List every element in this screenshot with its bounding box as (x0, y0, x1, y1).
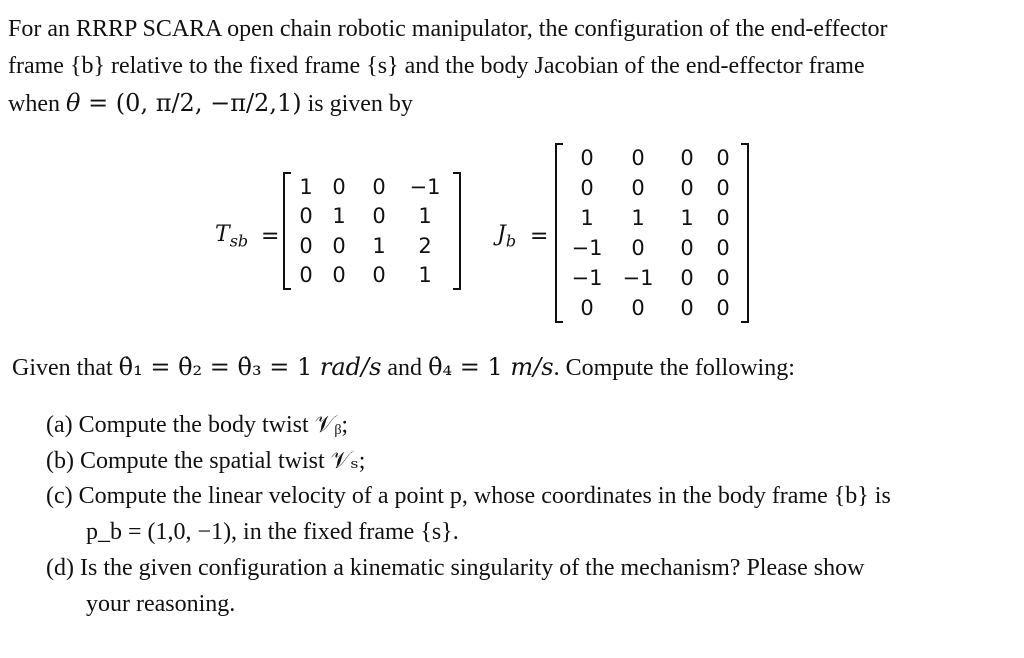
jb-cell: 0 (680, 266, 694, 290)
jb-cell: 0 (716, 296, 730, 320)
tsb-row (293, 261, 451, 291)
tsb-cell: 1 (418, 204, 432, 229)
tsb-cell: 1 (332, 204, 346, 229)
intro-line-1: For an RRRP SCARA open chain robotic manipulator, the configuration of the end-effector (8, 16, 888, 42)
jb-row (565, 233, 739, 263)
jb-cell: 0 (716, 236, 730, 260)
theta-symbol: θ (65, 89, 81, 117)
intro-line-3 (8, 88, 413, 119)
question-c-line-2: p_b = (1,0, −1), in the fixed frame {s}. (86, 519, 459, 545)
jb-cell: 0 (716, 146, 730, 170)
intro-line-3-prefix: when (8, 91, 66, 117)
jb-cell: −1 (622, 266, 654, 290)
intro-line-2: frame {b} relative to the fixed frame {s} and the body Jacobian of the end-effector frame (8, 53, 865, 79)
tsb-cell: 2 (418, 233, 432, 258)
jb-cell: 0 (631, 146, 645, 170)
intro-line-3-suffix: is given by (301, 91, 413, 117)
tsb-bracket-right (453, 172, 461, 290)
jb-cell: −1 (571, 236, 603, 260)
given-math-2: θ̇₄ = 1 (428, 353, 511, 381)
question-a: (a) Compute the body twist 𝒱ᵦ; (46, 412, 349, 438)
tsb-cell: 0 (299, 263, 313, 288)
tsb-equals: = (261, 224, 280, 249)
jb-bracket-right (741, 143, 749, 323)
tsb-cell: 0 (332, 174, 346, 199)
question-d-line-2: your reasoning. (86, 591, 236, 617)
jb-cell: 0 (680, 296, 694, 320)
jb-cell: 1 (580, 206, 594, 230)
jb-cell: 0 (580, 146, 594, 170)
tsb-cell: 0 (299, 233, 313, 258)
jb-matrix (555, 143, 749, 323)
tsb-cell: 0 (372, 204, 386, 229)
tsb-cell: 1 (372, 233, 386, 258)
jb-cell: 0 (716, 266, 730, 290)
given-and: and (381, 355, 429, 381)
tsb-cell: 0 (299, 204, 313, 229)
tsb-label: $T_{sb}$ (215, 222, 249, 251)
given-prefix: Given that (12, 355, 119, 381)
jb-cell: 0 (716, 176, 730, 200)
jb-cell: 0 (680, 146, 694, 170)
jb-equals: = (530, 224, 549, 249)
tsb-cell: 0 (372, 174, 386, 199)
theta-value: = (0, π/2, −π/2,1) (80, 89, 302, 117)
tsb-grid (293, 172, 451, 290)
tsb-cell: 1 (299, 174, 313, 199)
tsb-cell: 1 (418, 263, 432, 288)
jb-cell: 0 (580, 176, 594, 200)
jb-cell: 0 (580, 296, 594, 320)
tsb-row (293, 231, 451, 261)
tsb-cell: 0 (332, 233, 346, 258)
jb-row (565, 293, 739, 323)
tsb-cell: −1 (409, 174, 441, 199)
jb-cell: 1 (631, 206, 645, 230)
question-b: (b) Compute the spatial twist 𝒱ₛ; (46, 448, 366, 474)
tsb-matrix (283, 172, 461, 290)
jb-cell: 1 (680, 206, 694, 230)
tsb-row (293, 172, 451, 202)
question-c-line-1: (c) Compute the linear velocity of a point p, whose coordinates in the body frame {b} is (46, 483, 891, 509)
jb-row (565, 173, 739, 203)
jb-cell: 0 (631, 236, 645, 260)
question-d-line-1: (d) Is the given configuration a kinematic singularity of the mechanism? Please show (46, 555, 865, 581)
tsb-row (293, 202, 451, 232)
tsb-bracket-left (283, 172, 291, 290)
jb-row (565, 143, 739, 173)
given-unit-2: m/s (510, 353, 554, 381)
jb-cell: 0 (716, 206, 730, 230)
given-math-1: θ̇₁ = θ̇₂ = θ̇₃ = 1 (118, 353, 320, 381)
given-unit-1: rad/s (319, 353, 382, 381)
jb-cell: 0 (680, 176, 694, 200)
jb-bracket-left (555, 143, 563, 323)
jb-grid (565, 143, 739, 323)
given-suffix: . Compute the following: (553, 355, 795, 381)
jb-row (565, 263, 739, 293)
tsb-cell: 0 (372, 263, 386, 288)
jb-label: $J_b$ (497, 222, 517, 251)
jb-cell: 0 (631, 296, 645, 320)
jb-cell: 0 (631, 176, 645, 200)
tsb-cell: 0 (332, 263, 346, 288)
jb-row (565, 203, 739, 233)
jb-cell: 0 (680, 236, 694, 260)
given-line (12, 352, 795, 383)
jb-cell: −1 (571, 266, 603, 290)
